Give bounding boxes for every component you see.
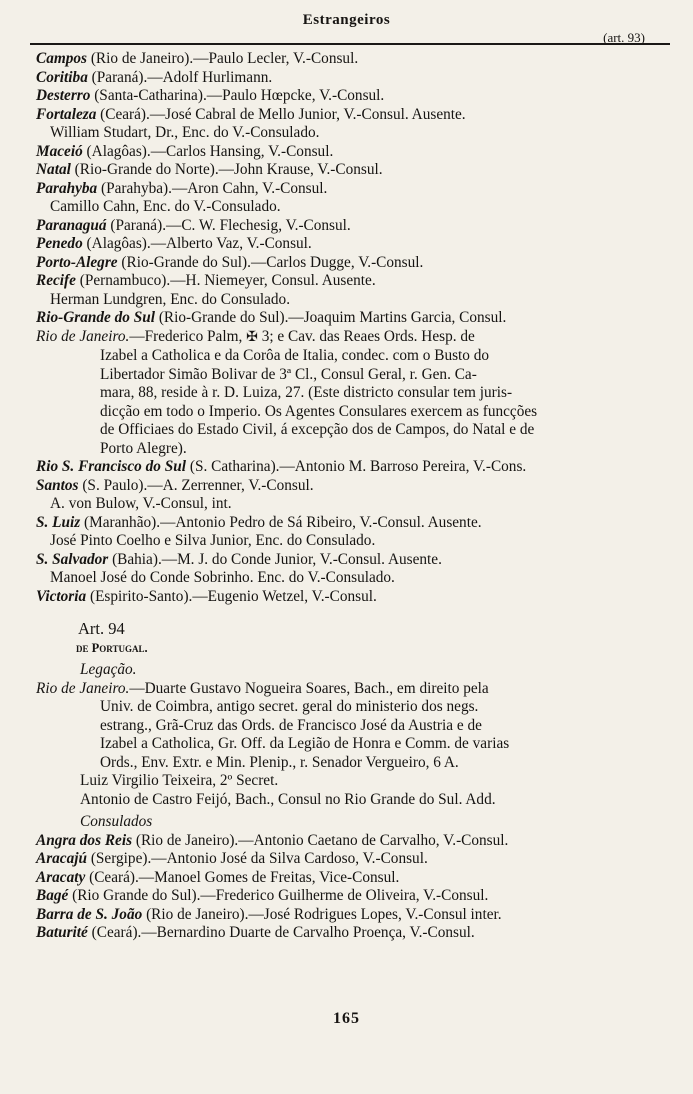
legation-heading: Legação. [80, 661, 137, 678]
entry-place: Parahyba [36, 179, 98, 197]
entry-text: (S. Paulo).—A. Zerrenner, V.-Consul. [78, 476, 314, 494]
entry-place: Santos [36, 476, 79, 494]
list-item [36, 832, 670, 851]
list-item [36, 198, 670, 217]
consulate-list-a [36, 50, 670, 328]
country-heading: de Portugal. [76, 640, 148, 655]
entry-place: Recife [36, 272, 76, 289]
entry-place: Rio de Janeiro. [36, 327, 130, 345]
entry-place: Barra de S. João [36, 905, 143, 923]
list-item [36, 180, 670, 199]
entry-text: William Studart, Dr., Enc. do V.-Consulado. [50, 124, 320, 141]
list-item [36, 291, 670, 310]
entry-text: (Paraná).—C. W. Flechesig, V.-Consul. [106, 216, 351, 234]
list-item [36, 569, 670, 588]
entry-place: Porto-Alegre [36, 253, 118, 271]
entry-text: 3; e Cav. das Reaes Ords. Hesp. de [257, 327, 475, 345]
entry-place: Rio de Janeiro. [36, 679, 130, 697]
entry-text: (Alagôas).—Carlos Hansing, V.-Consul. [82, 142, 334, 160]
entry-text: (Pernambuco).—H. Niemeyer, Consul. Ausente. [75, 272, 376, 289]
entry-continuation [36, 698, 670, 772]
list-item [36, 272, 670, 291]
list-item [36, 50, 670, 69]
list-item [36, 458, 670, 477]
list-item [36, 161, 670, 180]
list-item [36, 87, 670, 106]
entry-text: (Ceará).—José Cabral de Mello Junior, V.-Consul. Ausente. [96, 105, 466, 123]
text-line: Izabel a Catholica e da Corôa de Italia, condec. com o Busto do [100, 347, 490, 364]
entry-place: Victoria [36, 587, 87, 605]
list-item [36, 924, 670, 943]
list-item [36, 869, 670, 888]
entry-text: José Pinto Coelho e Silva Junior, Enc. do Consulado. [50, 532, 376, 549]
list-item [36, 254, 670, 273]
entry-place: Campos [36, 50, 87, 67]
list-item [36, 514, 670, 533]
entry-text: (Rio-Grande do Norte).—John Krause, V.-Consul. [70, 161, 383, 178]
list-item [36, 906, 670, 925]
article-reference: (art. 93) [603, 30, 645, 45]
entry-text: —Frederico Palm, [129, 327, 243, 345]
text-line: Univ. de Coimbra, antigo secret. geral do ministerio dos negs. [100, 698, 479, 715]
rio-de-janeiro-entry [36, 328, 670, 459]
entry-text: (Rio-Grande do Sul).—Joaquim Martins Garcia, Consul. [155, 309, 507, 326]
list-item [36, 124, 670, 143]
list-item [36, 143, 670, 162]
entry-place: S. Salvador [36, 550, 109, 568]
article-heading: Art. 94 [78, 619, 125, 638]
entry-place: Rio S. Francisco do Sul [36, 458, 187, 475]
page-body [36, 50, 670, 943]
entry-place: Maceió [36, 142, 83, 160]
entry-text: (Bahia).—M. J. do Conde Junior, V.-Consul. Ausente. [108, 550, 442, 568]
entry-place: S. Luiz [36, 513, 81, 531]
list-item [36, 495, 670, 514]
legation-entry [36, 680, 670, 810]
entry-text: —Duarte Gustavo Nogueira Soares, Bach., em direito pela [129, 679, 489, 697]
list-item [36, 477, 670, 496]
list-item [36, 217, 670, 236]
entry-place: Aracaty [36, 868, 86, 886]
entry-text: (Rio de Janeiro).—Antonio Caetano de Carvalho, V.-Consul. [132, 831, 509, 849]
text-line: Libertador Simão Bolivar de 3ª Cl., Consul Geral, r. Gen. Ca- [100, 365, 477, 383]
list-item [36, 69, 670, 88]
entry-text: A. von Bulow, V.-Consul, int. [50, 495, 232, 512]
text-line: Porto Alegre). [100, 439, 187, 457]
entry-text: (Maranhão).—Antonio Pedro de Sá Ribeiro, V.-Consul. Ausente. [80, 513, 482, 531]
text-line: Ords., Env. Extr. e Min. Plenip., r. Senador Vergueiro, 6 A. [100, 753, 459, 771]
entry-place: Penedo [36, 235, 83, 252]
legation-staff [36, 772, 670, 809]
running-head: Estrangeiros [302, 12, 391, 28]
entry-place: Baturité [36, 924, 88, 941]
entry-text: Camillo Cahn, Enc. do V.-Consulado. [50, 198, 281, 215]
entry-text: (Parahyba).—Aron Cahn, V.-Consul. [97, 179, 328, 197]
consulate-list-c [36, 832, 670, 943]
list-item [36, 235, 670, 254]
text-line: Antonio de Castro Feijó, Bach., Consul no Rio Grande do Sul. Add. [80, 790, 496, 808]
header-rule [30, 43, 670, 45]
text-line: de Officiaes do Estado Civil, á excepção dos de Campos, do Natal e de [100, 421, 535, 438]
entry-place: Coritiba [36, 68, 88, 86]
entry-text: (Rio de Janeiro).—José Rodrigues Lopes, V.-Consul inter. [142, 905, 502, 923]
list-item [36, 551, 670, 570]
entry-text: (Espirito-Santo).—Eugenio Wetzel, V.-Consul. [86, 587, 377, 605]
entry-place: Paranaguá [36, 216, 107, 234]
entry-place: Desterro [36, 87, 91, 104]
order-emblem-icon: ✠ [246, 329, 258, 345]
consulate-list-b [36, 458, 670, 606]
list-item [36, 106, 670, 125]
list-item [36, 532, 670, 551]
text-line: dicção em todo o Imperio. Os Agentes Consulares exercem as funcções [100, 402, 538, 420]
entry-place: Angra dos Reis [36, 831, 133, 849]
text-line: Luiz Virgilio Teixeira, 2º Secret. [80, 772, 279, 789]
entry-text: (S. Catharina).—Antonio M. Barroso Pereira, V.-Cons. [186, 458, 527, 475]
entry-text: (Paraná).—Adolf Hurlimann. [87, 68, 273, 86]
entry-text: (Ceará).—Manoel Gomes de Freitas, Vice-Consul. [85, 868, 400, 886]
entry-text: (Rio-Grande do Sul).—Carlos Dugge, V.-Consul. [117, 253, 424, 271]
list-item [36, 309, 670, 328]
consulates-heading: Consulados [80, 813, 153, 830]
text-line: Izabel a Catholica, Gr. Off. da Legião de Honra e Comm. de varias [100, 735, 510, 752]
entry-continuation [36, 347, 670, 458]
entry-place: Bagé [36, 887, 69, 904]
entry-text: (Santa-Catharina).—Paulo Hœpcke, V.-Consul. [90, 87, 385, 104]
list-item [36, 850, 670, 869]
entry-text: (Ceará).—Bernardino Duarte de Carvalho Proença, V.-Consul. [87, 924, 475, 941]
text-line: mara, 88, reside à r. D. Luiza, 27. (Este districto consular tem juris- [100, 384, 513, 401]
list-item [36, 887, 670, 906]
entry-place: Rio-Grande do Sul [36, 309, 155, 326]
entry-text: Manoel José do Conde Sobrinho. Enc. do V.-Consulado. [50, 569, 395, 586]
entry-text: Herman Lundgren, Enc. do Consulado. [50, 290, 291, 308]
entry-place: Fortaleza [36, 105, 97, 123]
entry-text: (Rio Grande do Sul).—Frederico Guilherme de Oliveira, V.-Consul. [68, 887, 489, 904]
entry-text: (Alagôas).—Alberto Vaz, V.-Consul. [82, 235, 312, 252]
list-item [36, 588, 670, 607]
text-line: estrang., Grã-Cruz das Ords. de Francisco José da Austria e de [100, 716, 482, 734]
entry-place: Natal [36, 161, 71, 178]
page-number: 165 [333, 1010, 360, 1027]
entry-text: (Rio de Janeiro).—Paulo Lecler, V.-Consul. [87, 50, 359, 67]
entry-text: (Sergipe).—Antonio José da Silva Cardoso, V.-Consul. [87, 850, 428, 867]
entry-place: Aracajú [36, 850, 87, 867]
